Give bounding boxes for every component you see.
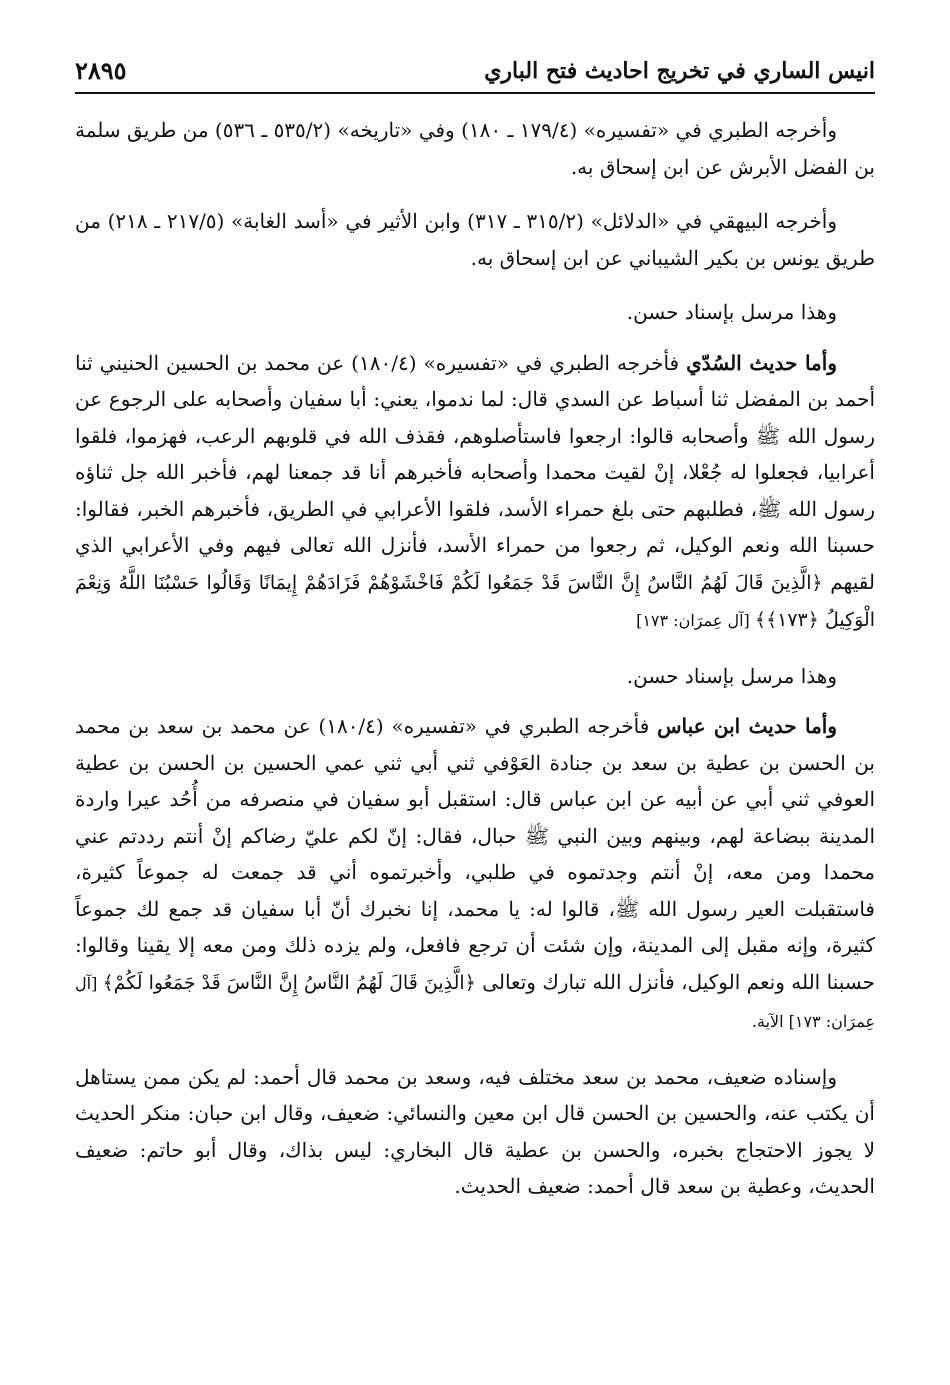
- page-header: [75, 52, 875, 94]
- paragraph-suddi-hadith: [75, 345, 875, 640]
- verse-reference: [آل عِمرَان: ١٧٣]: [636, 611, 755, 630]
- paragraph-bayhaqi-takhrij: [75, 203, 875, 276]
- quran-verse: ﴿الَّذِينَ قَالَ لَهُمُ النَّاسُ إِنَّ النَّاسَ قَدْ جَمَعُوا لَكُمْ﴾: [102, 971, 476, 994]
- verse-reference: [آل عِمرَان: ١٧٣] الآية.: [75, 973, 875, 1031]
- paragraph-text: وأخرجه الطبري في «تفسيره» (١٧٩/٤ ـ ١٨٠) وفي «تاريخه» (٥٣٥/٢ ـ ٥٣٦) من طريق سلمة بن الفضل الأبرش عن ابن إسحاق به.: [75, 118, 875, 179]
- running-title: انيس الساري في تخريج احاديث فتح الباري: [484, 58, 875, 84]
- paragraph-text: فأخرجه الطبري في «تفسيره» (١٨٠/٤) عن محمد بن سعد بن محمد بن الحسن بن عطية بن سعد بن جنادة العَوْفي ثني أبي ثني عمي الحسين بن الحسن بن عطية العوفي ثني أبي عن أبيه عن ابن عباس قال: استقبل أبو سفيان في منصرفه من أُحُد عيرا واردة المدينة ببضاعة لهم، وبينهم وبين النبي ﷺ حبال، فقال: إنّ لكم عليّ رضاكم إنْ أنتم رددتم عني محمدا ومن معه، إنْ أنتم وجدتموه في طلبي، وأخبرتموه أني قد جمعت له جموعاً كثيرة، فاستقبلت العير رسول الله ﷺ، قالوا له: يا محمد، إنا نخبرك أنّ أبا سفيان قد جمع لك جموعاً كثيرة، وإنه مقبل إلى المدينة، وإن شئت أن ترجع فافعل، ولم يزده ذلك ومن معه إلا يقينا وقالوا: حسبنا الله ونعم الوكيل، فأنزل الله تبارك وتعالى: [75, 714, 876, 994]
- page-body: [75, 112, 875, 1223]
- quran-verse: ﴿الَّذِينَ قَالَ لَهُمُ النَّاسُ إِنَّ النَّاسَ قَدْ جَمَعُوا لَكُمْ فَاخْشَوْهُمْ فَزَادَهُمْ إِيمَانًا وَقَالُوا حَسْبُنَا اللَّهُ وَنِعْمَ الْوَكِيلُ ﴿١٧٣﴾﴾: [75, 571, 875, 631]
- section-lead: وأما حديث السُدّي: [686, 350, 837, 375]
- paragraph-tabari-takhrij: [75, 112, 875, 185]
- page-number: ٢٨٩٥: [75, 56, 127, 85]
- paragraph-text: وهذا مرسل بإسناد حسن.: [626, 663, 837, 688]
- paragraph-text: فأخرجه الطبري في «تفسيره» (١٨٠/٤) عن محمد بن الحسين الحنيني ثنا أحمد بن المفضل ثنا أسباط عن السدي قال: لما ندموا، يعني: أبا سفيان وأصحابه على الرجوع عن رسول الله ﷺ وأصحابه قالوا: ارجعوا فاستأصلوهم، فقذف الله في قلوبهم الرعب، فهزموا، فلقوا أعرابيا، فجعلوا له جُعْلا، إنْ لقيت محمدا وأصحابه فأخبرهم أنا قد جمعنا لهم، فأخبر الله جل ثناؤه رسول الله ﷺ، فطلبهم حتى بلغ حمراء الأسد، فلقوا الأعرابي في الطريق، فأخبرهم الخبر، فقالوا: حسبنا الله ونعم الوكيل، ثم رجعوا من حمراء الأسد، فأنزل الله تعالى فيهم وفي الأعرابي الذي لقيهم: [75, 350, 875, 594]
- paragraph-text: وهذا مرسل بإسناد حسن.: [626, 300, 837, 324]
- section-lead: وأما حديث ابن عباس: [657, 714, 837, 738]
- paragraph-grading: [75, 658, 875, 695]
- paragraph-text: وإسناده ضعيف، محمد بن سعد مختلف فيه، وسعد بن محمد قال أحمد: لم يكن ممن يستاهل أن يكتب عنه، والحسين بن الحسن قال ابن معين والنسائي: ضعيف، وقال ابن حبان: منكر الحديث لا يجوز الاحتجاج بخبره، والحسن بن عطية قال البخاري: ليس بذاك، وقال أبو حاتم: ضعيف الحديث، وعطية بن سعد قال أحمد: ضعيف الحديث.: [75, 1064, 875, 1198]
- paragraph-isnad-criticism: [75, 1059, 875, 1205]
- paragraph-text: وأخرجه البيهقي في «الدلائل» (٣١٥/٢ ـ ٣١٧) وابن الأثير في «أسد الغابة» (٢١٧/٥ ـ ٢١٨) من طريق يونس بن بكير الشيباني عن ابن إسحاق به.: [75, 209, 875, 270]
- paragraph-ibn-abbas-hadith: [75, 708, 875, 1041]
- paragraph-grading: [75, 294, 875, 331]
